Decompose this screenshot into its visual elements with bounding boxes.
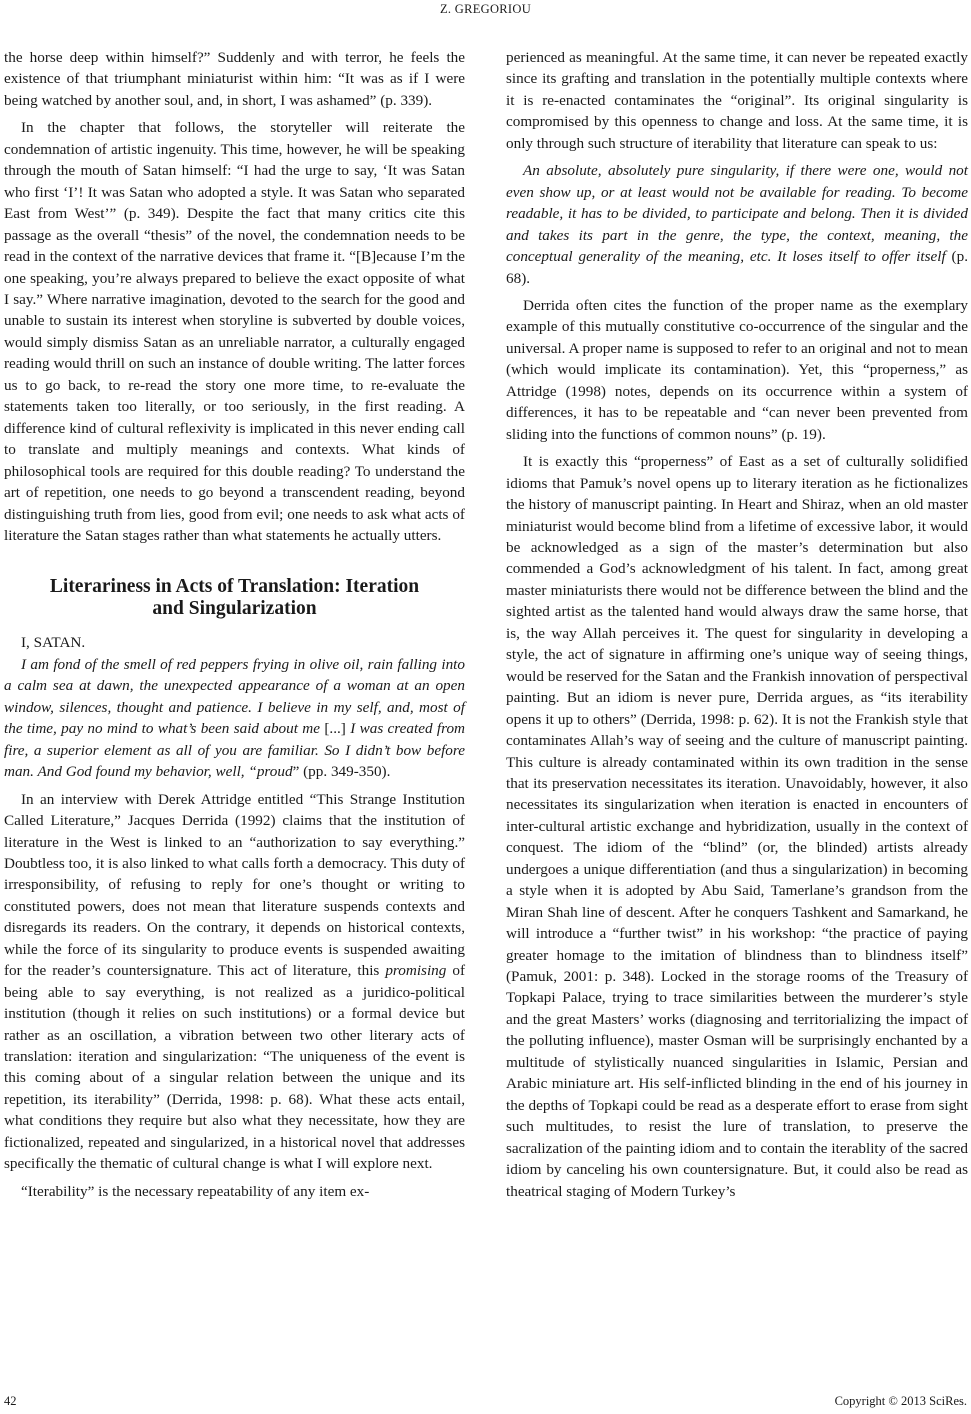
- paragraph-text: of being able to say everything, is not realized as a juridico-political institution (though it relies on such institutions) or a formal device but rather as an oscillation, a vibration between two other literary acts of translation: iteration and singularization: “The uniqueness of the event is this coming about of a singular relation between the unique and its repetition, its iterability” (Derrida, 1998: p. 68). What these acts entail, what conditions they require but also what they necessitate, how they are fictionalized, repeated and singularized, in a historical novel that addresses specifically the thematic of cultural change is what I will explore next.: [4, 962, 466, 1173]
- quote-text: I am fond of the smell of red peppers frying in olive oil, rain falling into a calm sea at dawn, the unexpected appearance of a woman at an open window, silences, thought and patience. I believe in my self, and, most of the time, pay no mind to what’s been said about me: [4, 655, 465, 738]
- paragraph: In the chapter that follows, the storyteller will reiterate the condemnation of artistic ingenuity. This time, however, he will be speaking through the mouth of Satan himself: “I had the urge to say, ‘It was Satan who first ‘I’! It was Satan who adopted a style. It was Satan who separated East from West’” (p. 349). Despite the fact that many critics cite this passage as the overall “thesis” of the novel, the condemnation needs to be read in the context of the narrative devices that frame it. “[B]ecause I’m the one speaking, you’re always prepared to believe the exact opposite of what I say.” Where narrative imagination, devoted to the search for the good and unable to sustain its interest when storyline is subverted by double voices, would simply dismiss Satan as an unreliable narrator, a culturally engaged reading would thrill on such an instance of double writing. The latter forces us to go back, to re-read the story one more time, to re-evaluate the statements taken too literally, or too seriously, in the first reading. A difference kind of cultural reflexivity is implicated in this never ending call to translate and multiply meanings and contexts. What kinds of philosophical tools are required for this double reading? To understand the art of repetition, one needs to go beyond a transcendent reading, beyond distinguishing truth from lies, good from evil; one needs to ask what acts of literature the Satan stages rather than what statements he actually utters.: [4, 119, 465, 544]
- emphasis: promising: [385, 962, 447, 980]
- left-column: [4, 47, 465, 1202]
- block-quote: [4, 654, 465, 783]
- quote-ellipsis: [...]: [324, 720, 346, 738]
- paragraph: the horse deep within himself?” Suddenly and with terror, he feels the existence of that triumphant miniaturist within him: “It was as if I were being watched by another soul, and, in short, I was ashamed” (p. 339).: [4, 49, 465, 109]
- quote-text: I was created from fire, a superior element as all of you are familiar. So I didn’t bow before man. And God found my behavior, well, “proud: [4, 720, 466, 781]
- running-head: Z. GREGORIOU: [439, 2, 532, 16]
- quote-citation: (p. 68).: [506, 248, 968, 287]
- paragraph-text: In an interview with Derek Attridge entitled “This Strange Institution Called Literature,” Jacques Derrida (1992) claims that the institution of literature in the West is linked to an “authorization to say everything.” Doubtless too, it is also linked to what calls forth a democracy. This duty of irresponsibility, of refusing to reply for one’s thought or writing to constituted powers, does not mean that literature suspends contexts and disregards its readers. On the contrary, it depends on historical contexts, while the force of its singularity to produce events is suspended awaiting for the reader’s countersignature. This act of literature, this: [4, 790, 465, 980]
- paragraph: It is exactly this “properness” of East as a set of culturally solidified idioms that Pamuk’s novel opens up to literary iteration as he fictionalizes the history of manuscript painting. In Heart and Shiraz, when an old master miniaturist would become blind from a lifetime of excessive labor, it would be acknowledged as a sign of the master’s determination but also commended a God’s acknowledgment of his talent. In fact, among great master miniaturists there would not be difference between the blind and the sighted artist as the talented hand would always draw the same horse, that is, the way Allah perceives it. The quest for singularity in developing a style, the act of signature in affirming one’s unique way of seeing things, would be reserved for the Satan and the Frankish innovation of perspectival painting. But an idiom is never pure, Derrida argues, as “its iterability opens it up to others” (Derrida, 1998: p. 62). It is not the Frankish style that contaminates Allah’s way of seeing and the culture of manuscript painting. This culture is already contaminated within its own tradition in the sense that its preservation necessitates its iteration. Unavoidably, however, it also necessitates its singularization when iteration is enacted in encounters of inter-cultural artistic exchange and hybridization, usually in the context of conquest. The idiom of the “blind” (or, the blinded) artists already undergoes a unique differentiation (and thus a singularization) in becoming a style when it is adopted by Abu Said, Tamerlane’s grandson from the Miran Shah line of descent. After he conquers Tashkent and Samarkand, he will introduce a “further twist” in his workshop: “the practice of paying greater homage to the imitation of blindness than to blindness itself” (Pamuk, 2001: p. 348). Locked in the storage rooms of the Treasury of Topkapi Palace, trying to trace similarities between the murderer’s style and the great Masters’ works (diagnosing and territorializing the impact of the polluting influence), master Osman will be surprisingly enchanted by a multitude of stylistically nuanced singularities in Islamic, Persian and Arabic miniature art. His self-inflicted blinding in the end of his journey in the depths of Topkapi could be read as a desperate effort to erase from sight such multitudes, to resist the lure of translation, to preserve the sacralization of the painting idiom and to contain the iterablity of the sacred idiom by canceling his own countersignature. But, it could also be read as theatrical staging of Modern Turkey’s: [506, 453, 968, 1200]
- section-heading: [4, 576, 465, 620]
- quote-text: An absolute, absolutely pure singularity, if there were one, would not even show up, or at least would not be available for reading. To become readable, it has to be divided, to participate and belong. Then it is divided and takes its part in the genre, the type, the context, meaning, the conceptual generality of the meaning, etc. It loses itself to offer itself: [506, 162, 968, 266]
- quote-citation: ” (pp. 349-350).: [292, 763, 391, 781]
- paragraph: Derrida often cites the function of the proper name as the exemplary example of this mutually constitutive co-occurrence of the singular and the universal. A proper name is supposed to refer to an original and not to mean (which would implicate its contamination). Yet, this “properness,” as Attridge (1998) notes, depends on its occurrence within a system of differences, it has to be repeatable and “can never been prevented from sliding into the functions of common nouns” (p. 19).: [506, 296, 968, 443]
- page-number: 42: [4, 1394, 17, 1408]
- right-column: [506, 47, 968, 1202]
- paragraph: [4, 789, 465, 1175]
- paragraph: “Iterability” is the necessary repeatability of any item ex-: [21, 1182, 370, 1200]
- copyright-notice: Copyright © 2013 SciRes.: [834, 1394, 967, 1408]
- section-heading-line: Literariness in Acts of Translation: Iteration: [49, 576, 420, 598]
- paragraph: perienced as meaningful. At the same time, it can never be repeated exactly since its grafting and translation in the potentially multiple contexts where it is re-enacted contaminates the “original”. Its original singularity is compromised by this openness to change and loss. At the same time, it is only through such structure of iterability that literature can speak to us:: [506, 49, 968, 152]
- section-heading-line: and Singularization: [152, 598, 317, 620]
- paragraph: I, SATAN.: [21, 634, 86, 652]
- block-quote: [506, 160, 968, 289]
